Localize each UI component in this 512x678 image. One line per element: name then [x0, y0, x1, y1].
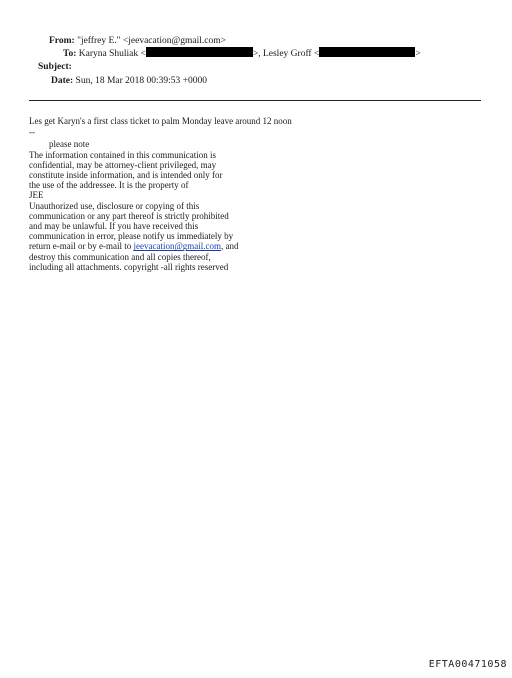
- signature-separator: --: [29, 127, 35, 138]
- to-label: To:: [63, 49, 77, 59]
- to-separator: >, Lesley Groff <: [252, 49, 320, 59]
- to-row: [63, 47, 421, 60]
- to-recipient-1: Karyna Shuliak <: [78, 49, 146, 59]
- redaction-box: [146, 47, 253, 57]
- header-divider: [29, 100, 481, 101]
- disclaimer-text: [29, 150, 489, 272]
- bates-stamp: EFTA00471058: [428, 659, 507, 670]
- date-row: [51, 75, 207, 87]
- disclaimer-part-1: The information contained in this communication is confidential, may be attorney-client privileged, may constitute inside information, and is intended only for the use of the addressee. It is the property of JEE Unauthorized use, disclosure or copying of this communication or any part thereof is strictly prohibited and may be unlawful. If you have received this communication in error, please notify us immediately by return e-mail or by e-mail to: [29, 149, 234, 252]
- to-end: >: [415, 49, 421, 59]
- date-label: Date:: [51, 76, 74, 86]
- from-row: [49, 35, 226, 47]
- date-value: Sun, 18 Mar 2018 00:39:53 +0000: [75, 76, 208, 86]
- subject-row: [38, 61, 72, 73]
- disclaimer-heading: please note: [49, 139, 90, 150]
- redaction-box: [319, 47, 415, 57]
- email-body: [29, 116, 489, 272]
- disclaimer-part-2: , and destroy this communication and all copies thereof, including all attachments. copyright -all rights reserved: [29, 241, 239, 272]
- from-value: "jeffrey E." <jeevacation@gmail.com>: [77, 36, 226, 46]
- message-text: Les get Karyn's a first class ticket to palm Monday leave around 12 noon: [29, 116, 292, 126]
- email-link[interactable]: jeevacation@gmail.com: [133, 241, 221, 252]
- subject-label: Subject:: [38, 62, 72, 72]
- from-label: From:: [49, 36, 75, 46]
